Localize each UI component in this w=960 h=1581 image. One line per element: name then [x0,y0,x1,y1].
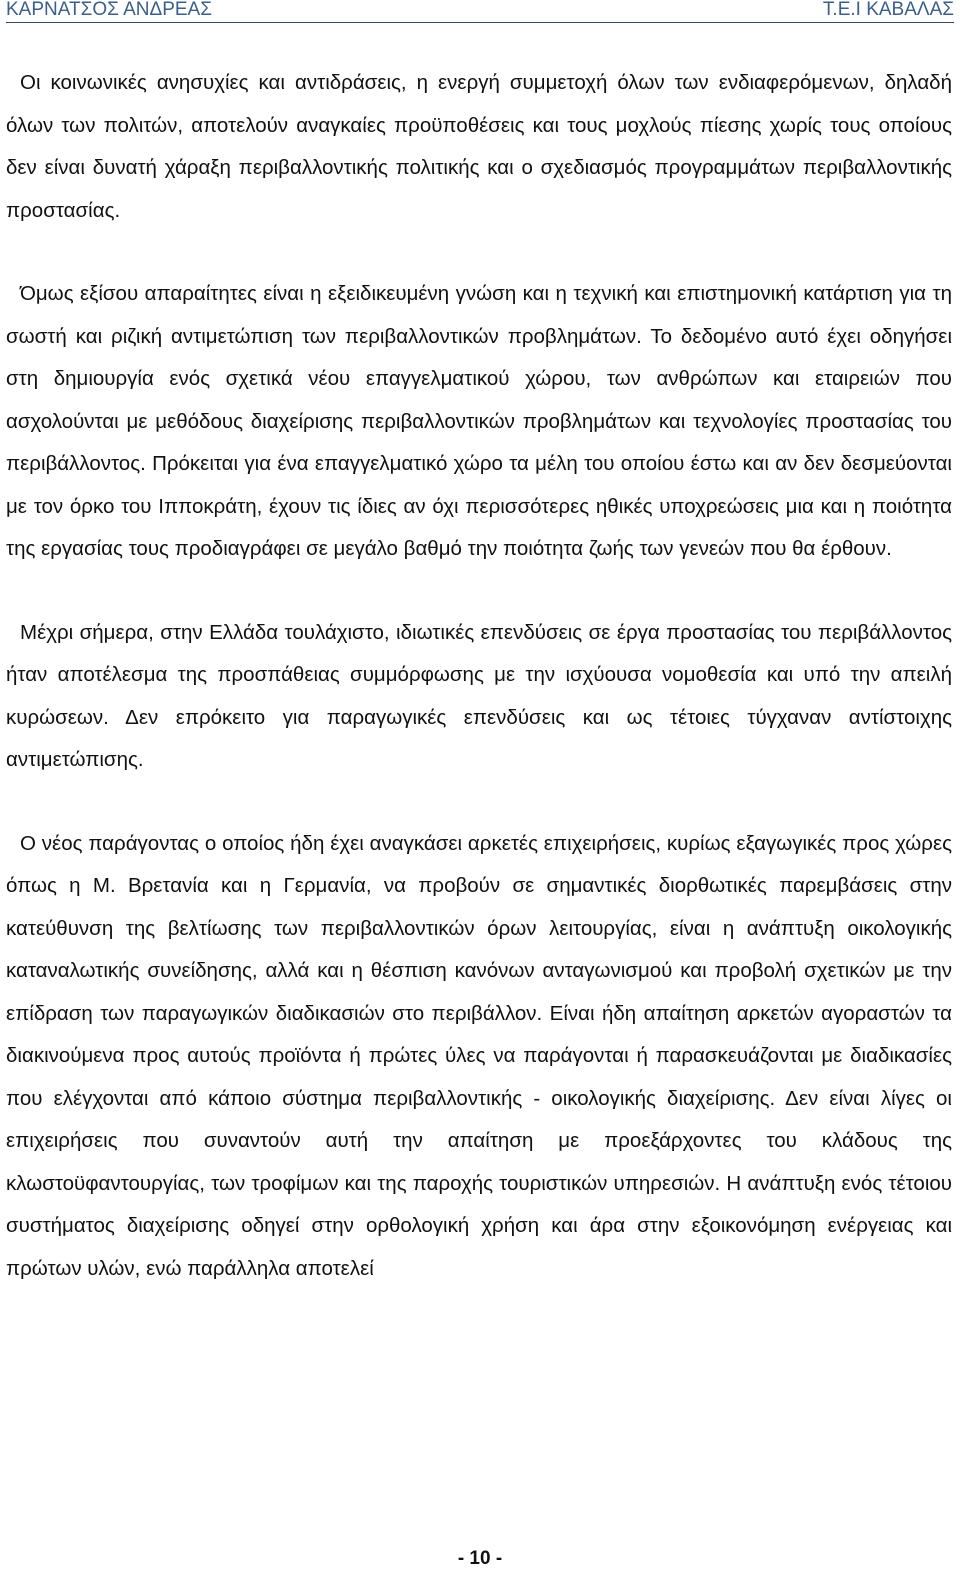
paragraph-4: Ο νέος παράγοντας ο οποίος ήδη έχει αναγκάσει αρκετές επιχειρήσεις, κυρίως εξαγωγικές προς χώρες όπως η Μ. Βρετανία και η Γερμανία, να προβούν σε σημαντικές διορθωτικές παρεμβάσεις στην κατεύθυνση της βελτίωσης των περιβαλλοντικών όρων λειτουργίας, είναι η ανάπτυξη οικολογικής καταναλωτικής συνείδησης, αλλά και η θέσπιση κανόνων ανταγωνισμού και προβολή σχετικών με την επίδραση των παραγωγικών διαδικασιών στο περιβάλλον. Είναι ήδη απαίτηση αρκετών αγοραστών τα διακινούμενα προς αυτούς προϊόντα ή πρώτες ύλες να παράγονται ή παρασκευάζονται με διαδικασίες που ελέγχονται από κάποιο σύστημα περιβαλλοντικής - οικολογικής διαχείρισης. Δεν είναι λίγες οι επιχειρήσεις που συναντούν αυτή την απαίτηση με προεξάρχοντες του κλάδους της κλωστοϋφαντουργίας, των τροφίμων και της παροχής τουριστικών υπηρεσιών. Η ανάπτυξη ενός τέτοιου συστήματος διαχείρισης οδηγεί στην ορθολογική χρήση και άρα στην εξοικονόμηση ενέργειας και πρώτων υλών, ενώ παράλληλα αποτελεί [6,831,952,1280]
paragraph-3: Μέχρι σήμερα, στην Ελλάδα τουλάχιστο, ιδιωτικές επενδύσεις σε έργα προστασίας του περιβάλλοντος ήταν αποτέλεσμα της προσπάθειας συμμόρφωσης με την ισχύουσα νομοθεσία και υπό την απειλή κυρώσεων. Δεν επρόκειτο για παραγωγικές επενδύσεις και ως τέτοιες τύγχαναν αντίστοιχης αντιμετώπισης. [6,620,952,771]
document-body [6,62,952,1290]
paragraph-1: Οι κοινωνικές ανησυχίες και αντιδράσεις, η ενεργή συμμετοχή όλων των ενδιαφερόμενων, δηλαδή όλων των πολιτών, αποτελούν αναγκαίες προϋποθέσεις και τους μοχλούς πίεσης χωρίς τους οποίους δεν είναι δυνατή χάραξη περιβαλλοντικής πολιτικής και ο σχεδιασμός προγραμμάτων περιβαλλοντικής προστασίας. [6,71,952,222]
page-number: - 10 - [457,1548,503,1569]
paragraph-2: Όμως εξίσου απαραίτητες είναι η εξειδικευμένη γνώση και η τεχνική και επιστημονική κατάρτιση για τη σωστή και ριζική αντιμετώπιση των περιβαλλοντικών προβλημάτων. Το δεδομένο αυτό έχει οδηγήσει στη δημιουργία ενός σχετικά νέου επαγγελματικού χώρου, των ανθρώπων και εταιρειών που ασχολούνται με μεθόδους διαχείρισης περιβαλλοντικών προβλημάτων και τεχνολογίες προστασίας του περιβάλλοντος. Πρόκειται για ένα επαγγελματικό χώρο τα μέλη του οποίου έστω και αν δεν δεσμεύονται με τον όρκο του Ιπποκράτη, έχουν τις ίδιες αν όχι περισσότερες ηθικές υποχρεώσεις μια και η ποιότητα της εργασίας τους προδιαγράφει σε μεγάλο βαθμό την ποιότητα ζωής των γενεών που θα έρθουν. [6,282,952,560]
header-author: ΚΑΡΝΑΤΣΟΣ ΑΝΔΡΕΑΣ [6,0,212,20]
page-header [6,0,954,23]
header-institution: Τ.Ε.Ι ΚΑΒΑΛΑΣ [822,0,954,20]
